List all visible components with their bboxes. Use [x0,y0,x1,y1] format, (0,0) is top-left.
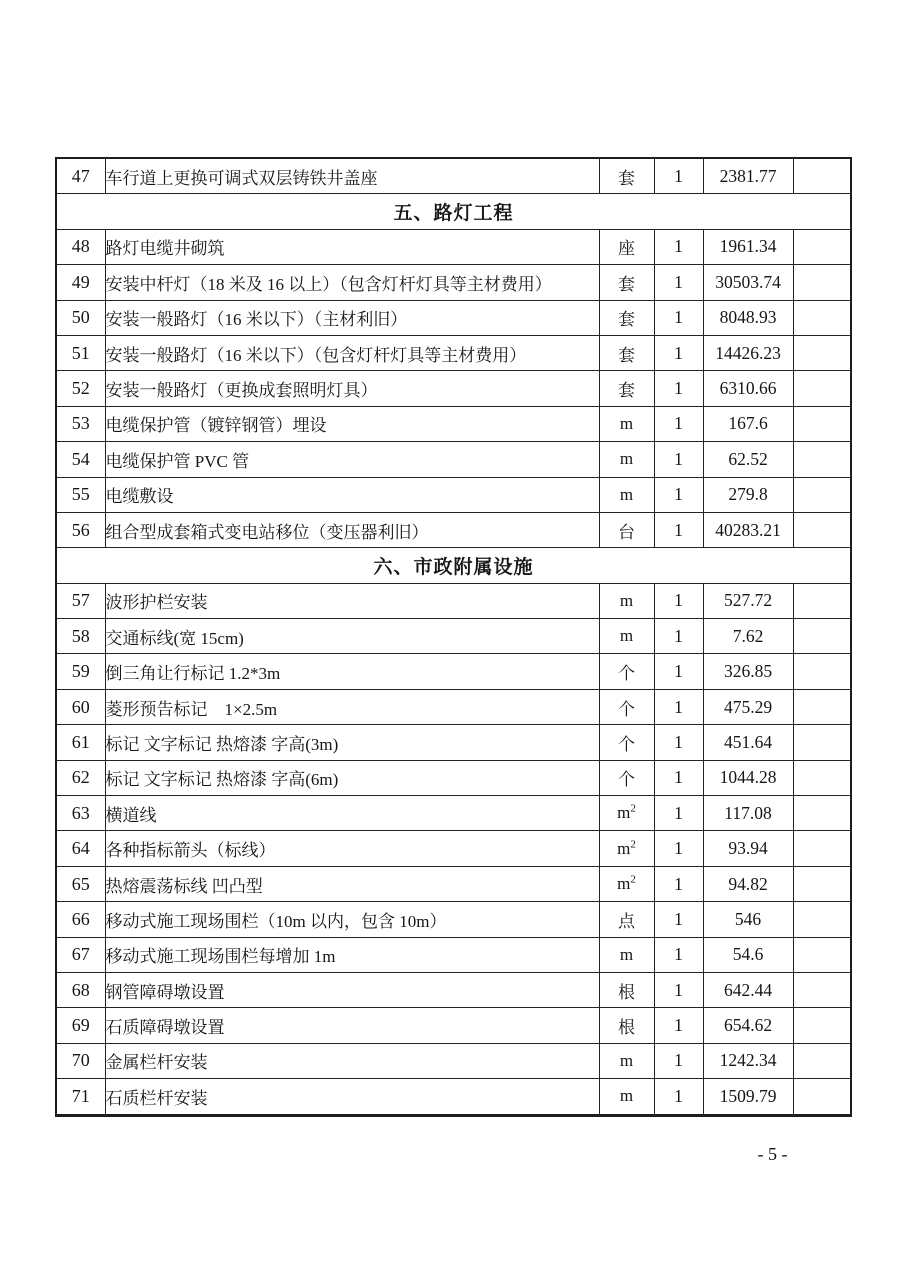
price-cell: 40283.21 [703,512,793,547]
note-cell [793,937,851,972]
table-row [56,442,851,477]
note-cell [793,619,851,654]
price-cell: 167.6 [703,406,793,441]
unit-cell: m [599,1043,654,1078]
note-cell [793,512,851,547]
superscript-2: 2 [630,837,636,850]
row-number-cell: 62 [56,760,105,795]
row-number-cell: 64 [56,831,105,866]
unit-cell: m [599,406,654,441]
table-row [56,760,851,795]
description-cell: 热熔震荡标线 凹凸型 [105,866,599,901]
row-number-cell: 70 [56,1043,105,1078]
row-number-cell: 48 [56,229,105,264]
description-cell: 标记 文字标记 热熔漆 字高(3m) [105,725,599,760]
unit-cell: 点 [599,902,654,937]
table-row [56,866,851,901]
note-cell [793,406,851,441]
note-cell [793,760,851,795]
row-number-cell: 50 [56,300,105,335]
row-number-cell: 55 [56,477,105,512]
price-cell: 654.62 [703,1008,793,1043]
quantity-cell: 1 [654,265,703,300]
unit-cell: $m^2$ [599,831,654,866]
row-number-cell: 49 [56,265,105,300]
note-cell [793,902,851,937]
description-cell: 倒三角让行标记 1.2*3m [105,654,599,689]
quantity-cell: 1 [654,725,703,760]
price-cell: 54.6 [703,937,793,972]
description-cell: 移动式施工现场围栏（10m 以内，包含 10m） [105,902,599,937]
quantity-cell: 1 [654,300,703,335]
unit-cell: $m^2$ [599,866,654,901]
unit-cell: 根 [599,1008,654,1043]
unit-cell: m [599,442,654,477]
price-cell: 7.62 [703,619,793,654]
price-cell: 62.52 [703,442,793,477]
description-cell: 安装中杆灯（18 米及 16 以上）（包含灯杆灯具等主材费用） [105,265,599,300]
quantity-cell: 1 [654,229,703,264]
quantity-cell: 1 [654,796,703,831]
note-cell [793,158,851,194]
unit-cell: 座 [599,229,654,264]
description-cell: 横道线 [105,796,599,831]
description-cell: 电缆保护管（镀锌钢管）埋设 [105,406,599,441]
description-cell: 波形护栏安装 [105,583,599,618]
table-row [56,158,851,194]
note-cell [793,300,851,335]
row-number-cell: 68 [56,972,105,1007]
note-cell [793,689,851,724]
note-cell [793,229,851,264]
note-cell [793,265,851,300]
note-cell [793,796,851,831]
price-cell: 1242.34 [703,1043,793,1078]
price-cell: 94.82 [703,866,793,901]
note-cell [793,335,851,370]
section-header-row [56,548,851,583]
table-row [56,229,851,264]
table-row [56,335,851,370]
table-row [56,512,851,547]
quantity-cell: 1 [654,583,703,618]
row-number-cell: 54 [56,442,105,477]
description-cell: 安装一般路灯（16 米以下）（主材利旧） [105,300,599,335]
quantity-cell: 1 [654,831,703,866]
section-title: 六、市政附属设施 [56,548,851,583]
quantity-cell: 1 [654,1079,703,1115]
price-cell: 2381.77 [703,158,793,194]
unit-cell: m [599,1079,654,1115]
price-cell: 1509.79 [703,1079,793,1115]
unit-cell: $m^2$ [599,796,654,831]
row-number-cell: 53 [56,406,105,441]
row-number-cell: 56 [56,512,105,547]
quantity-cell: 1 [654,972,703,1007]
description-cell: 电缆保护管 PVC 管 [105,442,599,477]
note-cell [793,725,851,760]
quantity-cell: 1 [654,1008,703,1043]
table-row [56,583,851,618]
note-cell [793,1008,851,1043]
unit-cell: 个 [599,760,654,795]
unit-cell: 根 [599,972,654,1007]
unit-cell: m [599,937,654,972]
description-cell: 移动式施工现场围栏每增加 1m [105,937,599,972]
description-cell: 电缆敷设 [105,477,599,512]
table-row [56,300,851,335]
description-cell: 路灯电缆井砌筑 [105,229,599,264]
table-row [56,725,851,760]
quantity-cell: 1 [654,406,703,441]
note-cell [793,866,851,901]
description-cell: 安装一般路灯（16 米以下）（包含灯杆灯具等主材费用） [105,335,599,370]
table-row [56,796,851,831]
price-cell: 1961.34 [703,229,793,264]
note-cell [793,477,851,512]
unit-cell: 套 [599,300,654,335]
quantity-cell: 1 [654,371,703,406]
table-row [56,831,851,866]
quantity-cell: 1 [654,1043,703,1078]
unit-cell: 个 [599,725,654,760]
note-cell [793,831,851,866]
row-number-cell: 52 [56,371,105,406]
table-row [56,1043,851,1078]
table-row [56,1008,851,1043]
cost-table-body [56,158,851,1115]
quantity-cell: 1 [654,477,703,512]
price-cell: 326.85 [703,654,793,689]
price-cell: 279.8 [703,477,793,512]
quantity-cell: 1 [654,689,703,724]
table-row [56,265,851,300]
superscript-2: 2 [630,873,636,886]
price-cell: 8048.93 [703,300,793,335]
unit-cell: 套 [599,335,654,370]
cost-items-table [55,157,852,1117]
description-cell: 安装一般路灯（更换成套照明灯具） [105,371,599,406]
row-number-cell: 58 [56,619,105,654]
table-row [56,902,851,937]
quantity-cell: 1 [654,619,703,654]
row-number-cell: 47 [56,158,105,194]
row-number-cell: 65 [56,866,105,901]
price-cell: 1044.28 [703,760,793,795]
row-number-cell: 60 [56,689,105,724]
row-number-cell: 51 [56,335,105,370]
description-cell: 石质栏杆安装 [105,1079,599,1115]
unit-cell: m [599,477,654,512]
unit-cell: 套 [599,371,654,406]
description-cell: 交通标线(宽 15cm) [105,619,599,654]
description-cell: 组合型成套箱式变电站移位（变压器利旧） [105,512,599,547]
unit-cell: m [599,583,654,618]
note-cell [793,972,851,1007]
quantity-cell: 1 [654,937,703,972]
unit-cell: m [599,619,654,654]
row-number-cell: 69 [56,1008,105,1043]
quantity-cell: 1 [654,902,703,937]
quantity-cell: 1 [654,866,703,901]
row-number-cell: 57 [56,583,105,618]
table-row [56,619,851,654]
price-cell: 117.08 [703,796,793,831]
note-cell [793,583,851,618]
price-cell: 6310.66 [703,371,793,406]
unit-cell: 套 [599,158,654,194]
price-cell: 451.64 [703,725,793,760]
row-number-cell: 63 [56,796,105,831]
page-number: - 5 - [757,1144,788,1164]
row-number-cell: 71 [56,1079,105,1115]
section-title: 五、路灯工程 [56,194,851,229]
unit-cell: 台 [599,512,654,547]
description-cell: 钢管障碍墩设置 [105,972,599,1007]
price-cell: 475.29 [703,689,793,724]
description-cell: 石质障碍墩设置 [105,1008,599,1043]
note-cell [793,1043,851,1078]
quantity-cell: 1 [654,760,703,795]
unit-cell: 套 [599,265,654,300]
row-number-cell: 59 [56,654,105,689]
table-row [56,371,851,406]
quantity-cell: 1 [654,158,703,194]
unit-cell: 个 [599,654,654,689]
note-cell [793,442,851,477]
table-row [56,654,851,689]
quantity-cell: 1 [654,654,703,689]
superscript-2: 2 [630,802,636,815]
price-cell: 527.72 [703,583,793,618]
row-number-cell: 67 [56,937,105,972]
section-header-row [56,194,851,229]
price-cell: 546 [703,902,793,937]
description-cell: 各种指标箭头（标线） [105,831,599,866]
table-row [56,406,851,441]
note-cell [793,1079,851,1115]
quantity-cell: 1 [654,335,703,370]
price-cell: 14426.23 [703,335,793,370]
table-row [56,1079,851,1115]
note-cell [793,654,851,689]
row-number-cell: 66 [56,902,105,937]
description-cell: 菱形预告标记 1×2.5m [105,689,599,724]
unit-cell: 个 [599,689,654,724]
price-cell: 642.44 [703,972,793,1007]
price-cell: 30503.74 [703,265,793,300]
quantity-cell: 1 [654,512,703,547]
note-cell [793,371,851,406]
table-row [56,937,851,972]
row-number-cell: 61 [56,725,105,760]
description-cell: 金属栏杆安装 [105,1043,599,1078]
quantity-cell: 1 [654,442,703,477]
description-cell: 标记 文字标记 热熔漆 字高(6m) [105,760,599,795]
price-cell: 93.94 [703,831,793,866]
table-row [56,972,851,1007]
description-cell: 车行道上更换可调式双层铸铁井盖座 [105,158,599,194]
table-row [56,477,851,512]
table-row [56,689,851,724]
